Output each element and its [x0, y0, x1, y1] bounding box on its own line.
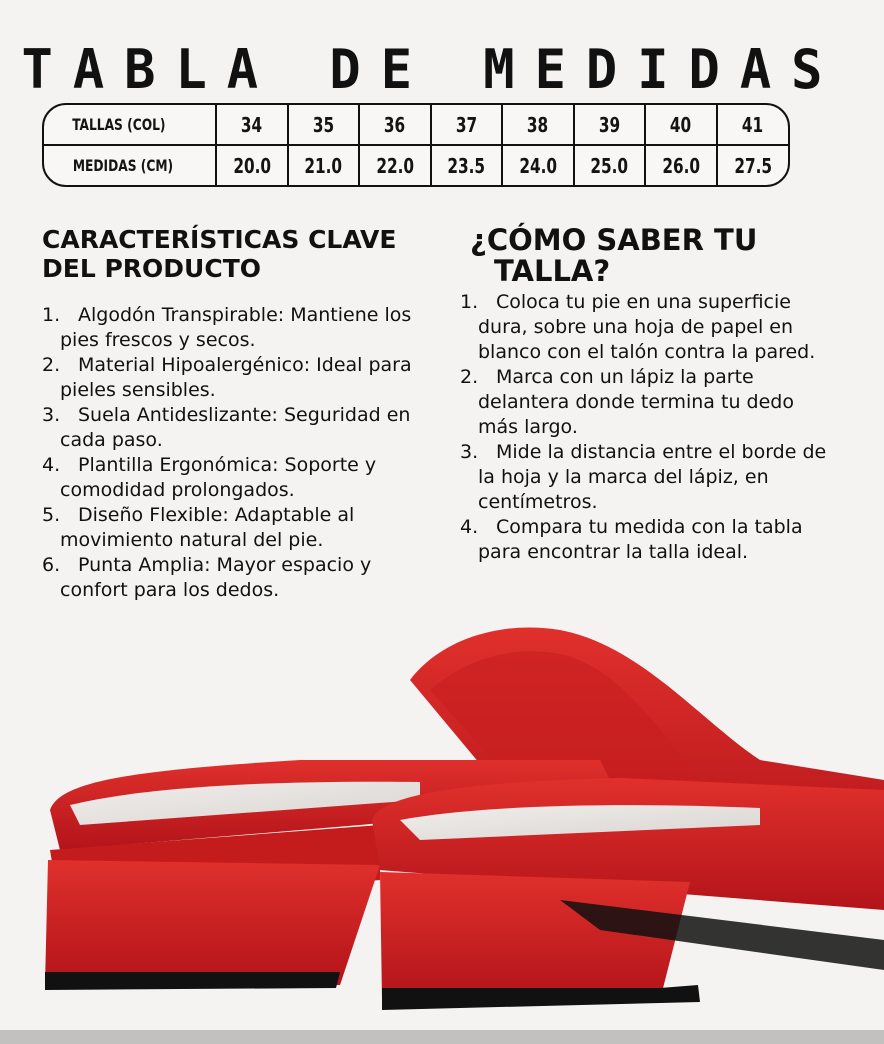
measures-row [44, 145, 788, 185]
list-item: 1. Algodón Transpirable: Mantiene los pies frescos y secos. [42, 304, 412, 351]
row-label-sizes: TALLAS (COL) [44, 105, 216, 145]
measure-cell: 22.0 [359, 145, 431, 185]
list-item: 3. Mide la distancia entre el borde de la hoja y la marca del lápiz, en centímetros. [460, 441, 827, 513]
howto-list [460, 290, 830, 565]
list-item: 2. Material Hipoalergénico: Ideal para pieles sensibles. [42, 354, 412, 401]
red-shoes-image [0, 610, 884, 1044]
size-cell: 34 [216, 105, 288, 145]
list-item: 4. Compara tu medida con la tabla para encontrar la talla ideal. [460, 516, 803, 563]
list-item: 6. Punta Amplia: Mayor espacio y confort para los dedos. [42, 554, 372, 601]
list-item: 1. Coloca tu pie en una superficie dura, sobre una hoja de papel en blanco con el talón contra la pared. [460, 291, 816, 363]
features-heading-line1: CARACTERÍSTICAS CLAVE [42, 225, 397, 254]
size-cell: 35 [288, 105, 360, 145]
row-label-measures: MEDIDAS (CM) [72, 156, 174, 175]
measure-cell: 20.0 [216, 145, 288, 185]
measure-cell: 21.0 [288, 145, 360, 185]
size-cell: 40 [645, 105, 717, 145]
size-cell: 41 [717, 105, 789, 145]
left-heel [45, 860, 380, 985]
howto-heading-line1: ¿CÓMO SABER TU [470, 223, 758, 257]
features-heading-line2: DEL PRODUCTO [42, 254, 261, 283]
howto-heading [470, 225, 757, 287]
features-list [42, 303, 434, 603]
measure-cell: 26.0 [645, 145, 717, 185]
measure-cell: 23.5 [431, 145, 503, 185]
size-cell: 39 [574, 105, 646, 145]
measure-cell: 25.0 [574, 145, 646, 185]
list-item: 4. Plantilla Ergonómica: Soporte y comodidad prolongados. [42, 454, 377, 501]
sizes-row [44, 105, 788, 145]
measure-cell: 24.0 [502, 145, 574, 185]
measure-cell: 27.5 [717, 145, 789, 185]
features-heading [42, 225, 396, 283]
list-item: 3. Suela Antideslizante: Seguridad en cada paso. [42, 404, 411, 451]
size-chart-table [42, 103, 790, 187]
list-item: 5. Diseño Flexible: Adaptable al movimiento natural del pie. [42, 504, 355, 551]
size-cell: 36 [359, 105, 431, 145]
page-title: TABLA DE MEDIDAS [21, 38, 843, 102]
size-cell: 38 [502, 105, 574, 145]
list-item: 2. Marca con un lápiz la parte delantera donde termina tu dedo más largo. [460, 366, 794, 438]
howto-heading-line2: TALLA? [494, 254, 611, 288]
size-cell: 37 [431, 105, 503, 145]
